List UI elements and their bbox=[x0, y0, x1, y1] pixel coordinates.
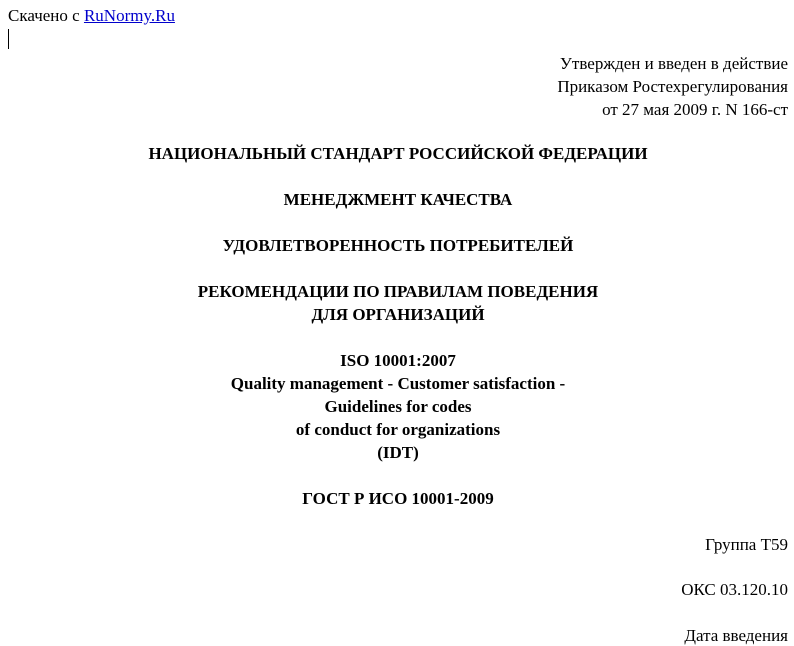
iso-title-line-1: Quality management - Customer satisfaction - bbox=[230, 374, 566, 393]
source-prefix: Скачено с bbox=[8, 6, 84, 25]
recommendations-line-2: ДЛЯ ОРГАНИЗАЦИЙ bbox=[311, 305, 485, 324]
recommendations-line-1: РЕКОМЕНДАЦИИ ПО ПРАВИЛАМ ПОВЕДЕНИЯ bbox=[197, 282, 599, 301]
national-standard-title bbox=[0, 142, 794, 165]
iso-idt: (IDT) bbox=[377, 443, 419, 462]
approval-line-3: от 27 мая 2009 г. N 166-ст bbox=[602, 100, 788, 119]
recommendations-title bbox=[0, 280, 794, 326]
quality-management-text: МЕНЕДЖМЕНТ КАЧЕСТВА bbox=[283, 190, 513, 209]
group-label: Группа Т59 bbox=[705, 535, 788, 554]
text-cursor bbox=[8, 29, 9, 49]
iso-title-line-2: Guidelines for codes bbox=[324, 397, 472, 416]
approval-line-2: Приказом Ростехрегулирования bbox=[557, 77, 788, 96]
iso-code: ISO 10001:2007 bbox=[340, 351, 456, 370]
iso-block bbox=[0, 349, 794, 464]
iso-title-line-3: of conduct for organizations bbox=[295, 420, 501, 439]
approval-block bbox=[557, 52, 788, 121]
oks-label: ОКС 03.120.10 bbox=[681, 580, 788, 599]
gost-text: ГОСТ Р ИСО 10001-2009 bbox=[302, 489, 494, 508]
national-standard-text: НАЦИОНАЛЬНЫЙ СТАНДАРТ РОССИЙСКОЙ ФЕДЕРАЦИИ bbox=[148, 144, 648, 163]
gost-title bbox=[0, 487, 794, 510]
quality-management-title bbox=[0, 188, 794, 211]
customer-satisfaction-text: УДОВЛЕТВОРЕННОСТЬ ПОТРЕБИТЕЛЕЙ bbox=[222, 236, 574, 255]
runormy-link[interactable]: RuNormy.Ru bbox=[83, 6, 175, 25]
source-line bbox=[8, 6, 175, 26]
customer-satisfaction-title bbox=[0, 234, 794, 257]
intro-date-label: Дата введения bbox=[684, 626, 788, 645]
approval-line-1: Утвержден и введен в действие bbox=[559, 54, 788, 73]
